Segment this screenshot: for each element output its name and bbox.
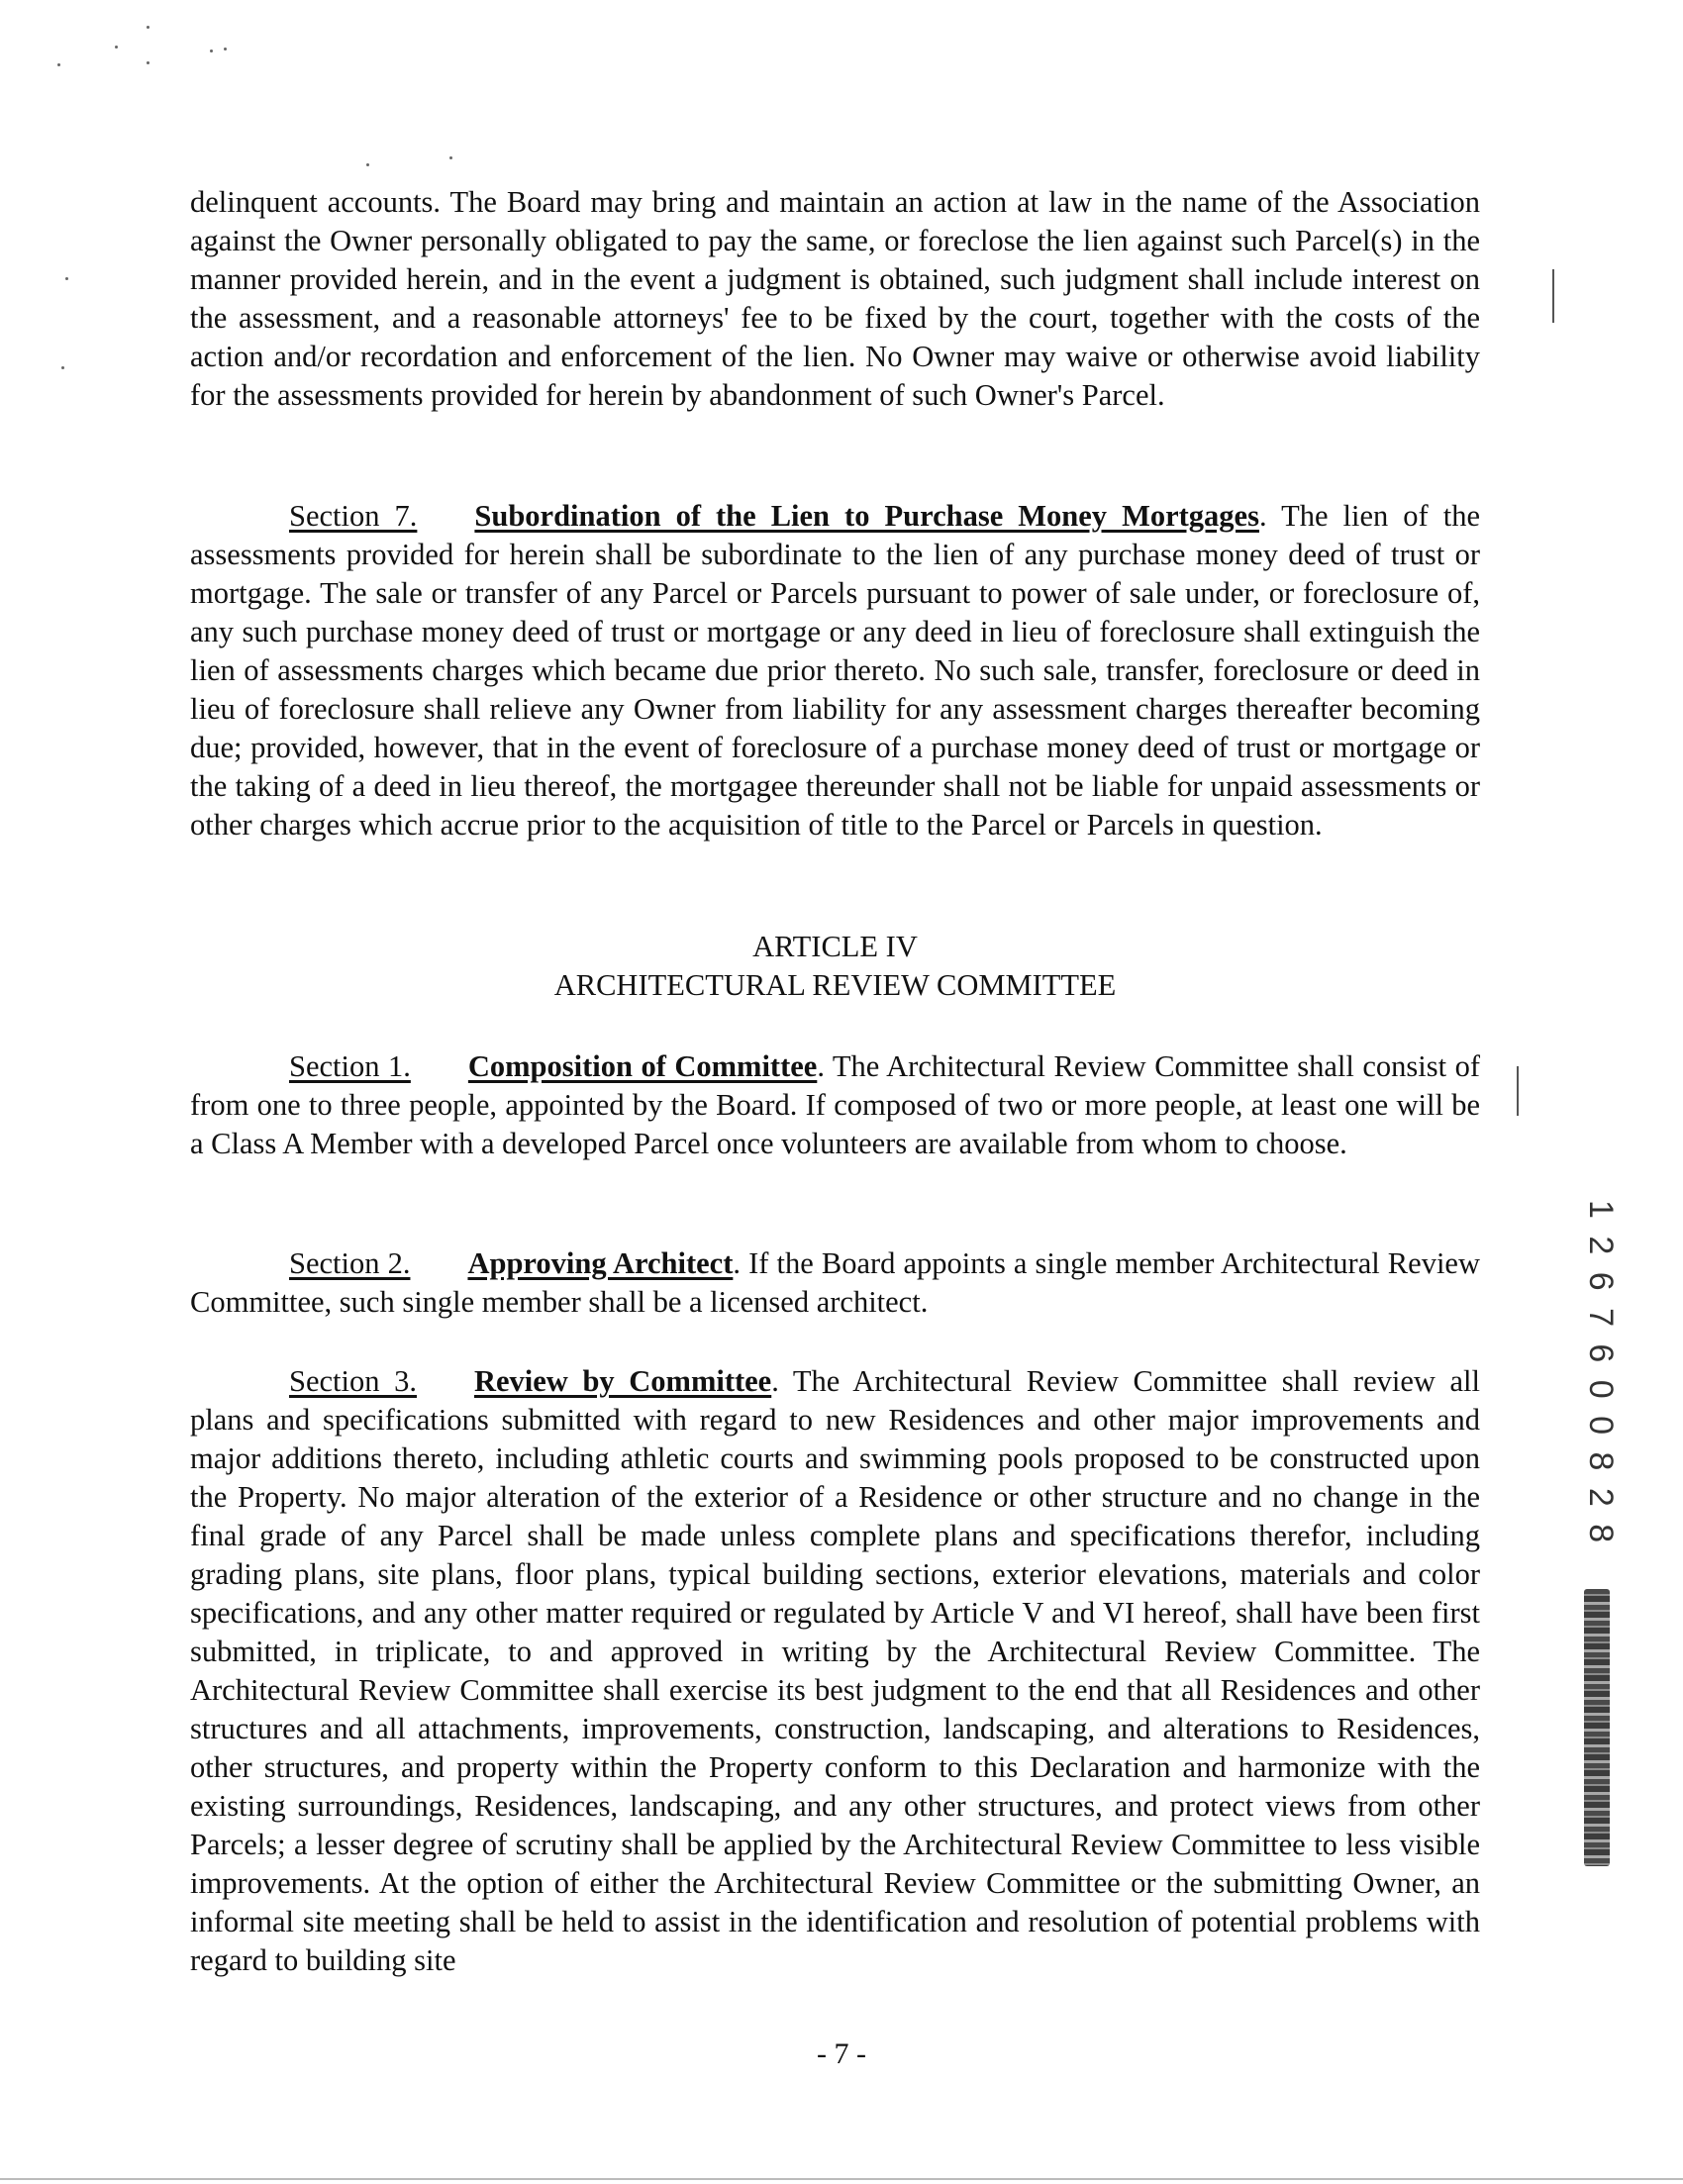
section-3-block [190, 1362, 1480, 1980]
section-2-block [190, 1244, 1480, 1322]
scan-bottom-edge [0, 2178, 1683, 2180]
section-3-title: Review by Committee [473, 1364, 772, 1398]
scan-margin-mark [1517, 1066, 1519, 1116]
scan-speck [147, 26, 149, 29]
section-1-body: . The Architectural Review Committee shall consist of from one to three people, appointed by the Board. If composed of two or more people, at least one will be a Class A Member with a developed Parcel once volunteers are available from whom to choose. [190, 1049, 1480, 1160]
article-number: ARTICLE IV [752, 930, 918, 963]
continuation-paragraph-block [190, 183, 1480, 415]
scan-margin-mark [1552, 269, 1554, 323]
bates-number: 1 2 6 7 6 0 0 8 2 8 [1582, 1200, 1620, 1547]
section-2-body: . If the Board appoints a single member Architectural Review Committee, such single member shall be a licensed architect. [190, 1246, 1480, 1319]
section-1-block [190, 1047, 1480, 1163]
section-7-paragraph [190, 497, 1480, 844]
scan-speck [210, 50, 213, 52]
scan-speck [366, 163, 369, 166]
section-1-title: Composition of Committee [467, 1049, 818, 1083]
page-number: - 7 - [817, 2037, 866, 2070]
section-2-paragraph [190, 1244, 1480, 1322]
scan-speck [147, 61, 149, 64]
continuation-paragraph: delinquent accounts. The Board may bring and maintain an action at law in the name of the Association against the Owner personally obligated to pay the same, or foreclose the lien against such Parcel(s) in the manner provided herein, and in the event a judgment is obtained, such judgment shall include interest on the assessment, and a reasonable attorneys' fee to be fixed by the court, together with the costs of the action and/or recordation and enforcement of the lien. No Owner may waive or otherwise avoid liability for the assessments provided for herein by abandonment of such Owner's Parcel. [190, 185, 1480, 412]
section-1-label: Section 1. [289, 1049, 411, 1083]
scan-speck [224, 48, 227, 50]
section-7-block [190, 497, 1480, 844]
section-3-body: . The Architectural Review Committee shall review all plans and specifications submitted with regard to new Residences and other major improvements and major additions thereto, including athletic courts and swimming pools proposed to be constructed upon the Property. No major alteration of the exterior of a Residence or other structure and no change in the final grade of any Parcel shall be made unless complete plans and specifications therefor, including grading plans, site plans, floor plans, typical building sections, exterior elevations, materials and color specifications, and any other matter required or regulated by Article V and VI hereof, shall have been first submitted, in triplicate, to and approved in writing by the Architectural Review Committee. The Architectural Review Committee shall exercise its best judgment to the end that all Residences and other structures and all attachments, improvements, construction, landscaping, and alterations to Residences, other structures, and property within the Property conform to this Declaration and harmonize with the existing surroundings, Residences, landscaping, and any other structures, and protect views from other Parcels; a lesser degree of scrutiny shall be applied by the Architectural Review Committee to less visible improvements. At the option of either the Architectural Review Committee or the submitting Owner, an informal site meeting shall be held to assist in the identification and resolution of potential problems with regard to building site [190, 1364, 1480, 1977]
section-3-label: Section 3. [289, 1364, 417, 1398]
section-7-label: Section 7. [289, 499, 418, 533]
section-2-title: Approving Architect [467, 1246, 734, 1280]
scan-speck [57, 63, 60, 66]
section-2-label: Section 2. [289, 1246, 411, 1280]
recording-stamp-icon [1584, 1589, 1610, 1866]
scan-speck [449, 156, 452, 159]
scan-speck [65, 277, 68, 280]
section-3-paragraph [190, 1362, 1480, 1980]
scan-speck [61, 366, 64, 369]
section-1-paragraph [190, 1047, 1480, 1163]
article-title: ARCHITECTURAL REVIEW COMMITTEE [553, 968, 1117, 1002]
scan-speck [115, 46, 118, 49]
article-heading [190, 928, 1480, 1005]
section-7-title: Subordination of the Lien to Purchase Money Mortgages [474, 499, 1259, 533]
section-7-body: . The lien of the assessments provided for herein shall be subordinate to the lien of any purchase money deed of trust or mortgage. The sale or transfer of any Parcel or Parcels pursuant to power of sale under, or foreclosure of, any such purchase money deed of trust or mortgage or any deed in lieu of foreclosure shall extinguish the lien of assessments charges which became due prior thereto. No such sale, transfer, foreclosure or deed in lieu of foreclosure shall relieve any Owner from liability for any assessment charges thereafter becoming due; provided, however, that in the event of foreclosure of a purchase money deed of trust or mortgage or the taking of a deed in lieu thereof, the mortgagee thereunder shall not be liable for unpaid assessments or other charges which accrue prior to the acquisition of title to the Parcel or Parcels in question. [190, 499, 1480, 842]
